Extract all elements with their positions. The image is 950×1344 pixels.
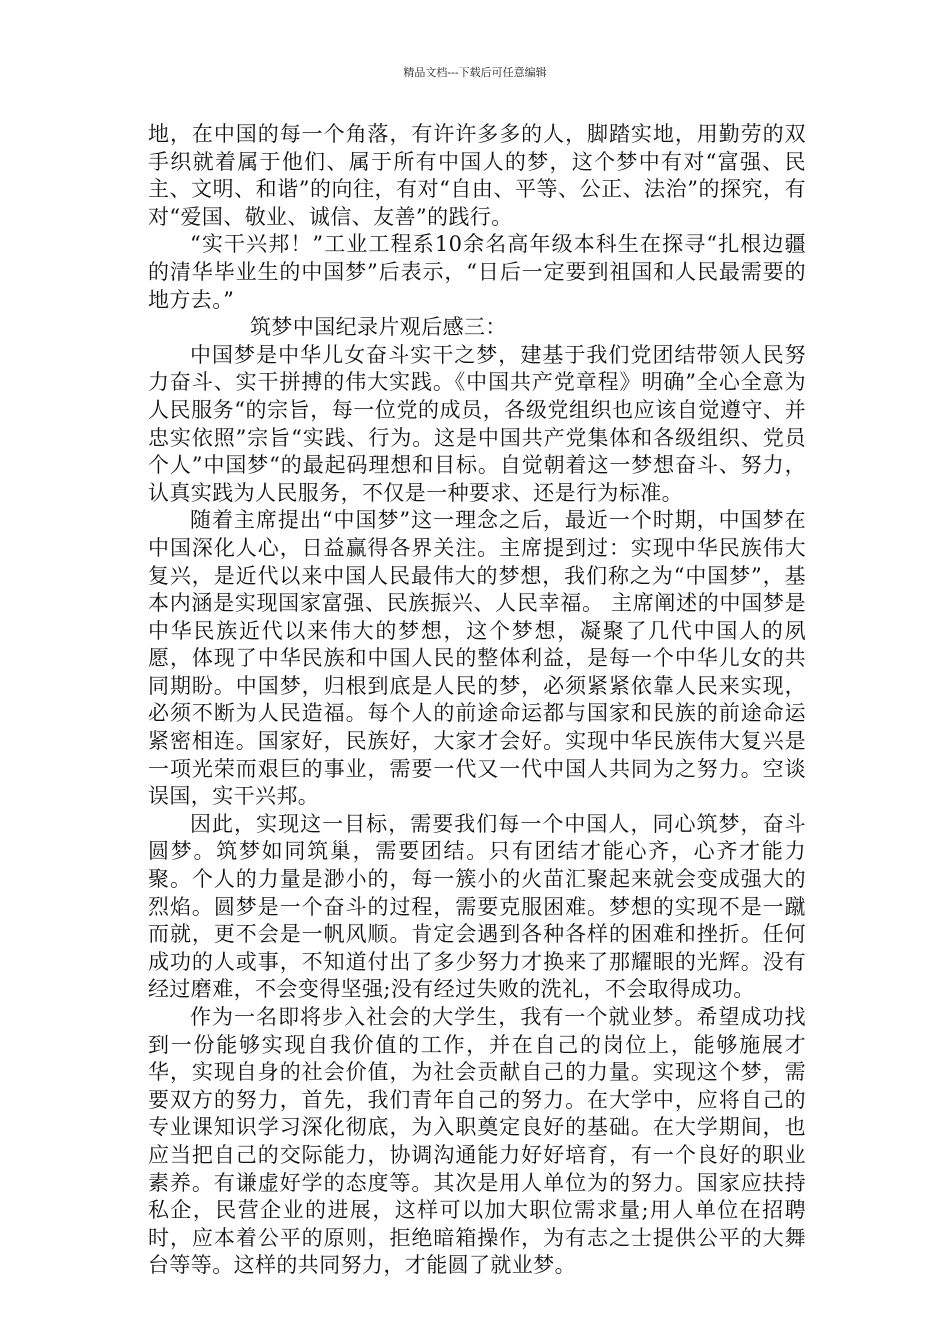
paragraph-continuation: 地，在中国的每一个角落，有许许多多的人，脚踏实地，用勤劳的双手织就着属于他们、属于所有中国人的梦，这个梦中有对“富强、民主、文明、和谐”的向往，有对“自由、平等、公正、法治”的探究，有对“爱国、敬业、诚信、友善”的践行。: [148, 122, 806, 229]
paragraph-chinese-dream: 随着主席提出“中国梦”这一理念之后，最近一个时期，中国梦在中国深化人心，日益赢得各界关注。主席提到过：实现中华民族伟大复兴，是近代以来中国人民最伟大的梦想，我们称之为“中国梦”，基本内涵是实现国家富强、民族振兴、人民幸福。 主席阐述的中国梦是中华民族近代以来伟大的梦想，这个梦想，凝聚了几代中国人的夙愿，体现了中华民族和中国人民的整体利益，是每一个中华儿女的共同期盼。中国梦，归根到底是人民的梦，必须紧紧依靠人民来实现，必须不断为人民造福。每个人的前途命运都与国家和民族的前途命运紧密相连。国家好，民族好，大家才会好。实现中华民族伟大复兴是一项光荣而艰巨的事业，需要一代又一代中国人共同为之努力。空谈误国，实干兴邦。: [148, 508, 806, 809]
paragraph-party-dream: 中国梦是中华儿女奋斗实干之梦，建基于我们党团结带领人民努力奋斗、实干拼搏的伟大实践。《中国共产党章程》明确”全心全意为人民服务“的宗旨，每一位党的成员，各级党组织也应该自觉遵守、并忠实依照”宗旨“实践、行为。这是中国共产党集体和各级组织、党员个人”中国梦“的最起码理想和目标。自觉朝着这一梦想奋斗、努力，认真实践为人民服务，不仅是一种要求、还是行为标准。: [148, 342, 806, 505]
section-heading: 筑梦中国纪录片观后感三：: [250, 315, 507, 340]
paragraph-employment-dream: 作为一名即将步入社会的大学生，我有一个就业梦。希望成功找到一份能够实现自我价值的工作，并在自己的岗位上，能够施展才华，实现自身的社会价值，为社会贡献自己的力量。实现这个梦，需要双方的努力，首先，我们青年自己的努力。在大学中，应将自己的专业课知识学习深化彻底，为入职奠定良好的基础。在大学期间，也应当把自己的交际能力，协调沟通能力好好培育，有一个良好的职业素养。有谦虚好学的态度等。其次是用人单位为的努力。国家应扶持私企，民营企业的进展，这样可以加大职位需求量;用人单位在招聘时，应本着公平的原则，拒绝暗箱操作，为有志之士提供公平的大舞台等等。这样的共同努力，才能圆了就业梦。: [148, 1005, 806, 1278]
document-body: [148, 121, 806, 1280]
paragraph-quote: “实干兴邦！”工业工程系10余名高年级本科生在探寻“扎根边疆的清华毕业生的中国梦”后表示，“日后一定要到祖国和人民最需要的地方去。”: [148, 232, 806, 312]
page-header: 精品文档---下载后可任意编辑: [403, 66, 547, 79]
paragraph-unity: 因此，实现这一目标，需要我们每一个中国人，同心筑梦，奋斗圆梦。筑梦如同筑巢，需要团结。只有团结才能心齐，心齐才能力聚。个人的力量是渺小的，每一簇小的火苗汇聚起来就会变成强大的烈焰。圆梦是一个奋斗的过程，需要克服困难。梦想的实现不是一蹴而就，更不会是一帆风顺。肯定会遇到各种各样的困难和挫折。任何成功的人或事，不知道付出了多少努力才换来了那耀眼的光辉。没有经过磨难，不会变得坚强;没有经过失败的洗礼，不会取得成功。: [148, 811, 806, 1002]
